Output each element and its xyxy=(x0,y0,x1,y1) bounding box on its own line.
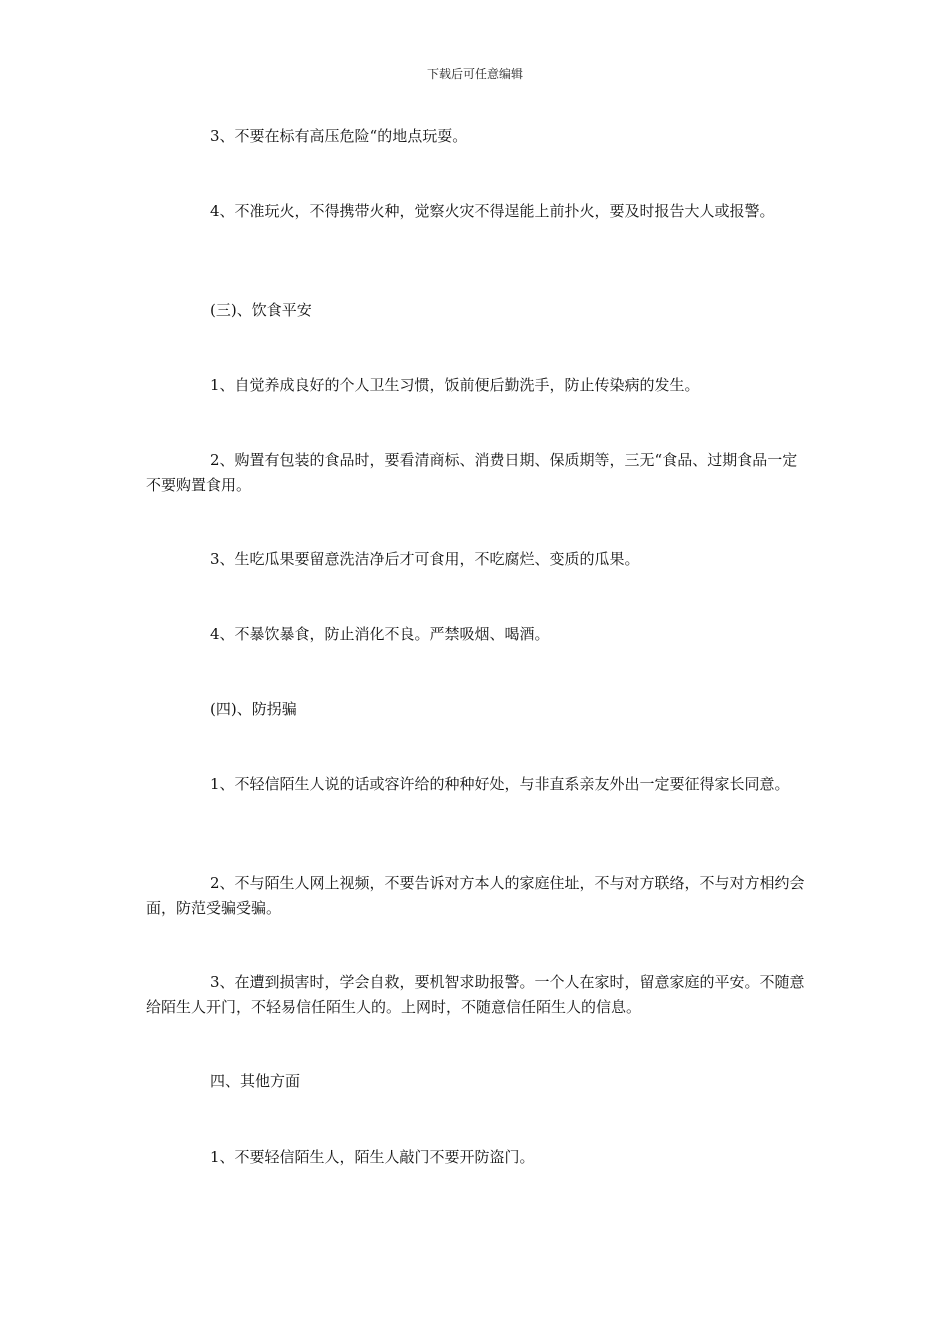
paragraph-door-security: 1、不要轻信陌生人，陌生人敲门不要开防盗门。 xyxy=(210,1148,535,1166)
paragraph-packaged-food: 2、购置有包装的食品时，要看清商标、消费日期、保质期等，三无“食品、过期食品一定不要购置食用。 xyxy=(146,451,798,494)
section-heading-food-safety: (三)、饮食平安 xyxy=(210,301,312,319)
paragraph-online-video: 2、不与陌生人网上视频，不要告诉对方本人的家庭住址，不与对方联络，不与对方相约会面，防范受骗受骗。 xyxy=(146,874,805,917)
page-header: 下载后可任意编辑 xyxy=(426,67,523,81)
paragraph-hygiene: 1、自觉养成良好的个人卫生习惯，饭前便后勤洗手，防止传染病的发生。 xyxy=(210,376,700,394)
section-heading-other-aspects: 四、其他方面 xyxy=(210,1072,301,1090)
paragraph-fire-safety: 4、不准玩火，不得携带火种，觉察火灾不得逞能上前扑火，要及时报告大人或报警。 xyxy=(210,202,775,220)
paragraph-no-overeating: 4、不暴饮暴食，防止消化不良。严禁吸烟、喝酒。 xyxy=(210,625,550,643)
paragraph-strangers-promises: 1、不轻信陌生人说的话或容许给的种种好处，与非直系亲友外出一定要征得家长同意。 xyxy=(210,775,790,793)
paragraph-wash-fruit: 3、生吃瓜果要留意洗洁净后才可食用，不吃腐烂、变质的瓜果。 xyxy=(210,550,640,568)
paragraph-self-rescue: 3、在遭到损害时，学会自救，要机智求助报警。一个人在家时，留意家庭的平安。不随意给陌生人开门，不轻易信任陌生人的。上网时，不随意信任陌生人的信息。 xyxy=(146,973,805,1016)
paragraph-high-voltage: 3、不要在标有高压危险“的地点玩耍。 xyxy=(210,127,468,145)
section-heading-anti-abduction: (四)、防拐骗 xyxy=(210,700,297,718)
